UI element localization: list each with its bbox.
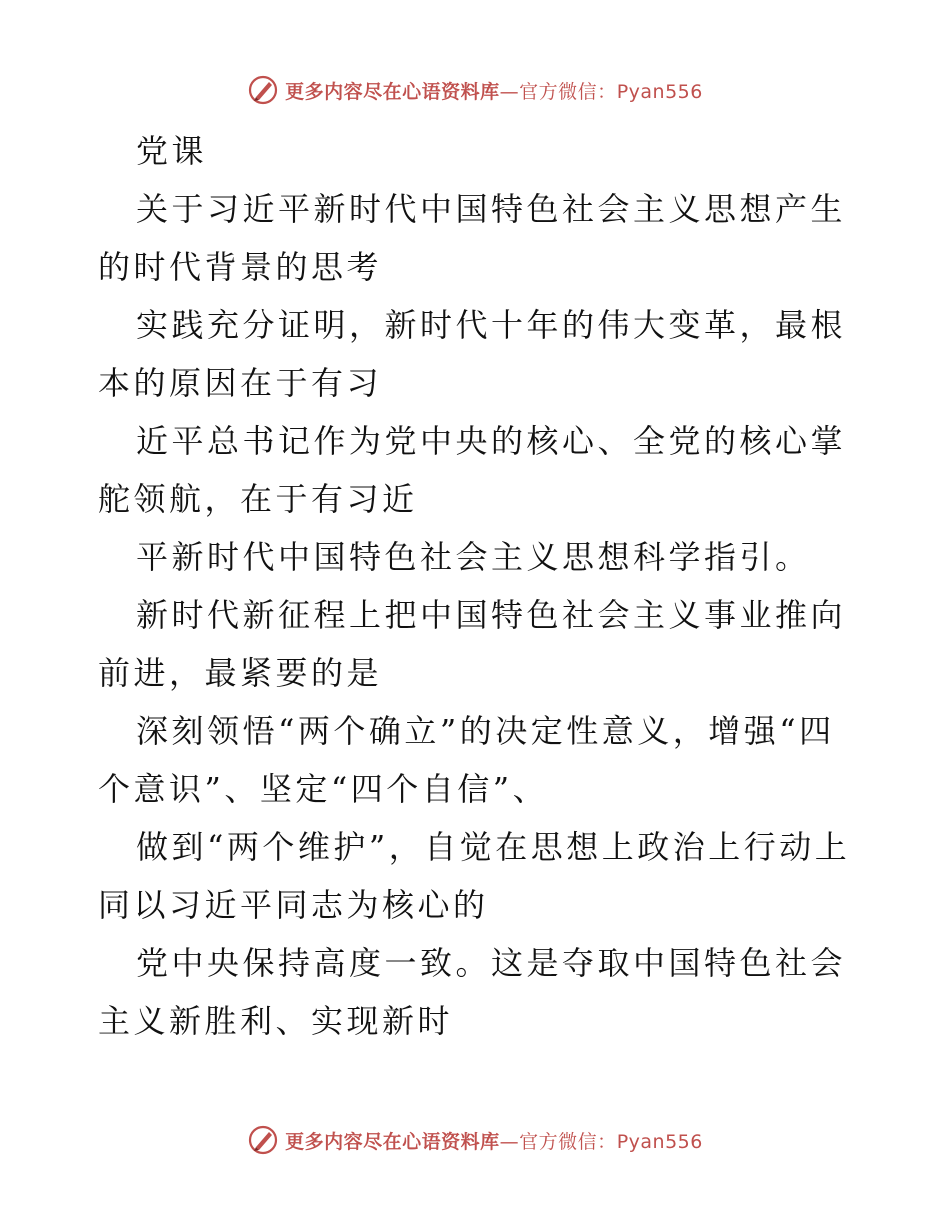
watermark-text (285, 77, 703, 104)
document-body (98, 122, 858, 1050)
pen-logo-icon (247, 74, 279, 106)
pen-logo-icon (247, 1124, 279, 1156)
watermark-cn-text: 更多内容尽在心语资料库 (285, 1130, 500, 1153)
paragraph: 关于习近平新时代中国特色社会主义思想产生的时代背景的思考 (98, 190, 847, 286)
paragraph-title: 党课 (136, 132, 208, 170)
watermark-separator: — (499, 80, 520, 103)
paragraph: 深刻领悟“两个确立”的决定性意义，增强“四个意识”、坚定“四个自信”、 (98, 712, 835, 808)
paragraph: 党中央保持高度一致。这是夺取中国特色社会主义新胜利、实现新时 (98, 944, 847, 1040)
paragraph: 新时代新征程上把中国特色社会主义事业推向前进，最紧要的是 (98, 596, 847, 692)
watermark-separator: — (499, 1130, 520, 1153)
watermark-wechat-label: 官方微信： (519, 1130, 617, 1153)
watermark-wechat-id: Pyan556 (616, 80, 703, 103)
paragraph: 做到“两个维护”，自觉在思想上政治上行动上同以习近平同志为核心的 (98, 828, 851, 924)
paragraph: 近平总书记作为党中央的核心、全党的核心掌舵领航，在于有习近 (98, 422, 847, 518)
paragraph: 平新时代中国特色社会主义思想科学指引。 (136, 538, 811, 576)
watermark-cn-text: 更多内容尽在心语资料库 (285, 80, 500, 103)
footer-watermark (0, 1120, 950, 1160)
watermark-wechat-label: 官方微信： (519, 80, 617, 103)
header-watermark (0, 70, 950, 110)
watermark-wechat-id: Pyan556 (616, 1130, 703, 1153)
watermark-text (285, 1127, 703, 1154)
paragraph: 实践充分证明，新时代十年的伟大变革，最根本的原因在于有习 (98, 306, 847, 402)
